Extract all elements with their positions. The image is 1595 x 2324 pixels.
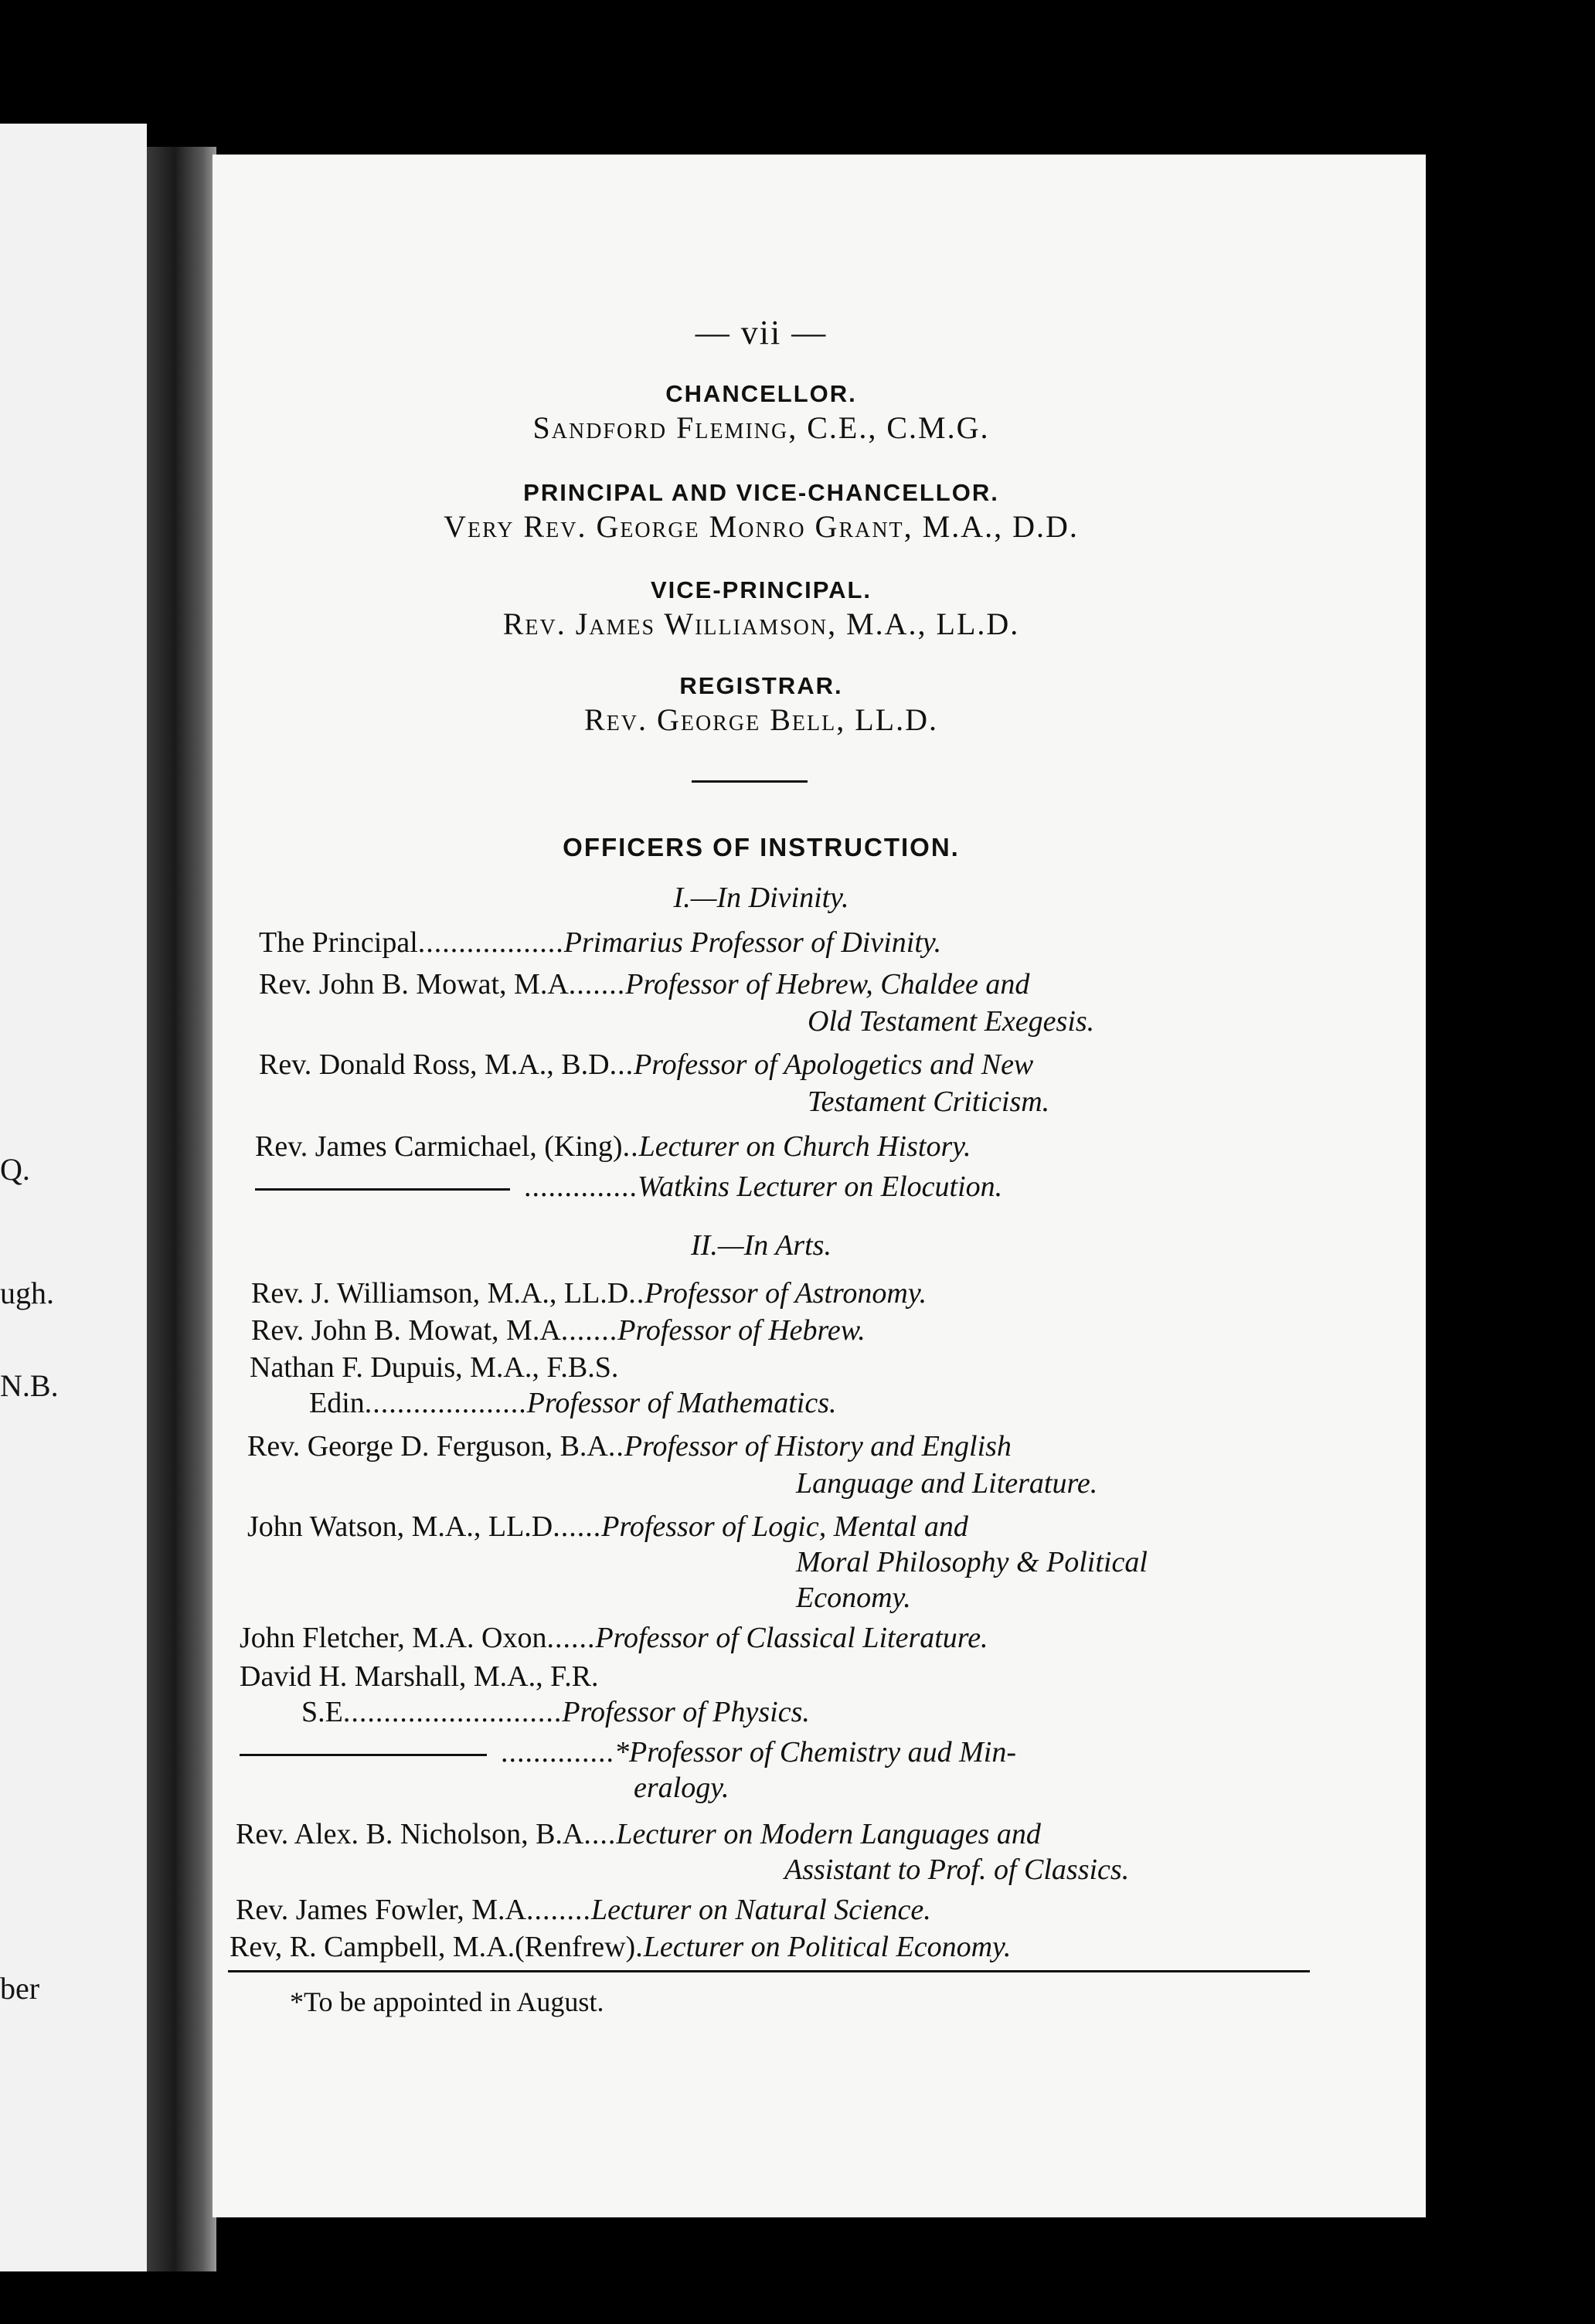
officer-role: Professor of Hebrew. xyxy=(617,1314,866,1347)
adjacent-page-fragment: N.B. xyxy=(0,1368,59,1403)
officer-role: Lecturer on Political Economy. xyxy=(643,1931,1012,1963)
divinity-heading: I.—In Divinity. xyxy=(673,882,849,914)
officer-role: *Professor of Chemistry aud Min- xyxy=(614,1736,1017,1768)
officer-role: Professor of Hebrew, Chaldee and xyxy=(625,968,1030,1001)
table-row xyxy=(240,1660,599,1694)
officer-role-continued: Language and Literature. xyxy=(796,1467,1098,1500)
vice-principal-heading: VICE-PRINCIPAL. xyxy=(650,576,872,603)
officer-role: Professor of Mathematics. xyxy=(526,1387,837,1419)
officer-role: Professor of Astronomy. xyxy=(644,1277,927,1310)
officer-role: Professor of Classical Literature. xyxy=(595,1622,988,1654)
officer-name: Nathan F. Dupuis, M.A., F.B.S. xyxy=(250,1351,619,1384)
leader-dots: .................... xyxy=(364,1387,527,1419)
table-row xyxy=(255,1130,971,1164)
footnote: *To be appointed in August. xyxy=(290,1986,604,2017)
registrar-heading: REGISTRAR. xyxy=(679,672,843,699)
leader-dots: .............. xyxy=(501,1736,614,1768)
officer-role-continued: Economy. xyxy=(796,1582,911,1614)
officer-name: John Watson, M.A., LL.D xyxy=(247,1510,553,1543)
table-row xyxy=(251,1276,927,1310)
officer-name: Rev. John B. Mowat, M.A xyxy=(251,1314,561,1347)
leader-dots: ...... xyxy=(546,1622,596,1654)
officer-role-continued: Testament Criticism. xyxy=(808,1086,1050,1118)
table-row xyxy=(230,1930,1011,1964)
table-row xyxy=(301,1695,810,1729)
officer-role: Lecturer on Modern Languages and xyxy=(616,1818,1041,1850)
officer-name: The Principal xyxy=(259,926,418,959)
registrar-name: Rev. George Bell, LL.D. xyxy=(584,702,938,737)
leader-dots: .. xyxy=(622,1130,639,1163)
officer-role: Professor of Apologetics and New xyxy=(634,1048,1034,1081)
officer-name: Rev. John B. Mowat, M.A xyxy=(259,968,569,1001)
officer-name: Rev. James Fowler, M.A xyxy=(236,1894,526,1926)
blank-name-line xyxy=(240,1754,487,1756)
officer-name: Rev. J. Williamson, M.A., LL.D xyxy=(251,1277,629,1310)
principal-name: Very Rev. George Monro Grant, M.A., D.D. xyxy=(444,509,1079,544)
officer-role: Watkins Lecturer on Elocution. xyxy=(638,1170,1003,1203)
page-number: — vii — xyxy=(695,314,828,352)
arts-heading: II.—In Arts. xyxy=(691,1229,832,1262)
officer-role: Primarius Professor of Divinity. xyxy=(563,926,942,959)
table-row xyxy=(259,926,941,960)
table-row xyxy=(259,967,1029,1001)
leader-dots: . xyxy=(635,1931,644,1963)
blank-name-line xyxy=(255,1188,510,1191)
officer-name: Rev, R. Campbell, M.A.(Renfrew) xyxy=(230,1931,636,1963)
officer-role: Lecturer on Natural Science. xyxy=(590,1894,931,1926)
table-row xyxy=(259,1048,1033,1082)
table-row xyxy=(240,1621,988,1655)
officer-name: S.E xyxy=(301,1696,343,1728)
table-row xyxy=(309,1386,837,1420)
leader-dots: ........ xyxy=(525,1894,591,1926)
officer-role: Professor of Physics. xyxy=(562,1696,810,1728)
leader-dots: .... xyxy=(583,1818,617,1850)
officer-name: Rev. Donald Ross, M.A., B.D xyxy=(259,1048,610,1081)
officer-name: Rev. Alex. B. Nicholson, B.A xyxy=(236,1818,584,1850)
officer-role: Professor of History and English xyxy=(624,1430,1012,1463)
vice-principal-name: Rev. James Williamson, M.A., LL.D. xyxy=(502,606,1020,641)
principal-heading: PRINCIPAL AND VICE-CHANCELLOR. xyxy=(523,479,999,506)
adjacent-page-fragment: ber xyxy=(0,1971,40,2006)
table-row xyxy=(255,1170,1002,1204)
section-divider xyxy=(692,780,808,783)
officer-name: John Fletcher, M.A. Oxon xyxy=(240,1622,547,1654)
leader-dots: .. xyxy=(607,1430,624,1463)
leader-dots: ....... xyxy=(568,968,626,1001)
adjacent-page xyxy=(0,124,147,2271)
table-row xyxy=(247,1510,968,1544)
document-page xyxy=(213,155,1426,2217)
chancellor-heading: CHANCELLOR. xyxy=(665,380,857,407)
officer-name: Rev. George D. Ferguson, B.A xyxy=(247,1430,608,1463)
officer-role-continued: Moral Philosophy & Political xyxy=(796,1546,1148,1578)
officer-role: Lecturer on Church History. xyxy=(638,1130,971,1163)
footnote-rule xyxy=(228,1970,1310,1972)
table-row xyxy=(251,1313,866,1347)
officer-name: Edin xyxy=(309,1387,365,1419)
table-row xyxy=(247,1429,1012,1463)
table-row xyxy=(240,1735,1016,1769)
table-row xyxy=(236,1817,1041,1851)
adjacent-page-fragment: Q. xyxy=(0,1152,30,1187)
officer-name: Rev. James Carmichael, (King) xyxy=(255,1130,623,1163)
officer-name: David H. Marshall, M.A., F.R. xyxy=(240,1660,599,1693)
chancellor-name: Sandford Fleming, C.E., C.M.G. xyxy=(532,410,990,445)
leader-dots: ... xyxy=(609,1048,634,1081)
book-gutter xyxy=(147,147,216,2271)
leader-dots: ....... xyxy=(560,1314,618,1347)
officers-heading: OFFICERS OF INSTRUCTION. xyxy=(563,833,960,861)
officer-role-continued: Assistant to Prof. of Classics. xyxy=(784,1853,1130,1886)
officer-role: Professor of Logic, Mental and xyxy=(601,1510,968,1543)
leader-dots: ...... xyxy=(553,1510,602,1543)
leader-dots: .................. xyxy=(417,926,564,959)
leader-dots: .. xyxy=(628,1277,645,1310)
table-row xyxy=(236,1893,931,1927)
officer-role-continued: Old Testament Exegesis. xyxy=(808,1005,1095,1038)
adjacent-page-fragment: ugh. xyxy=(0,1276,54,1310)
leader-dots: ........................... xyxy=(342,1696,563,1728)
officer-role-continued: eralogy. xyxy=(634,1772,729,1804)
leader-dots: .............. xyxy=(524,1170,638,1203)
table-row xyxy=(250,1351,618,1385)
